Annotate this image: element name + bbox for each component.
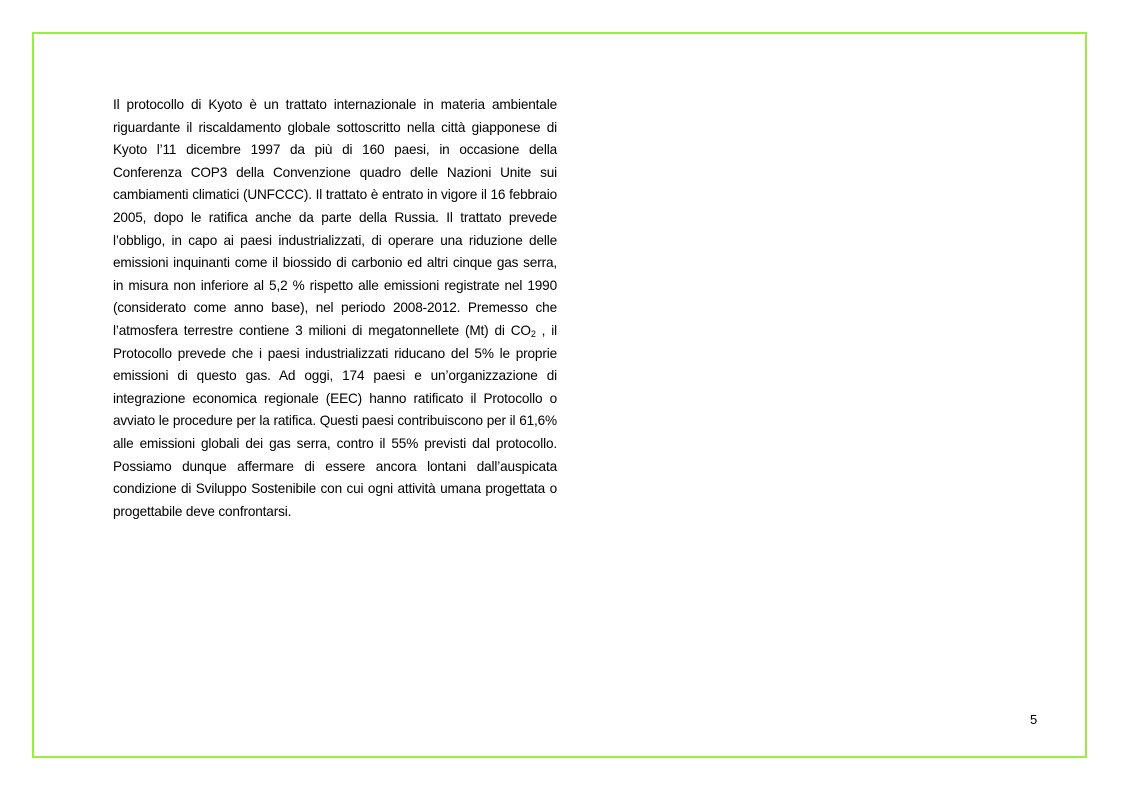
- page-number: 5: [1030, 712, 1038, 727]
- paragraph-text-part-2: , il Protocollo prevede che i paesi industrializzati riducano del 5% le proprie emissioni di questo gas. Ad oggi, 174 paesi e un’organizzazione di integrazione economica regionale (EEC) hanno ratificato il Protocollo o avviato le procedure per la ratifica. Questi paesi contribuiscono per il 61,6% alle emissioni globali dei gas serra, contro il 55% previsti dal protocollo. Possiamo dunque affermare di essere ancora lontani dall’auspicata condizione di Sviluppo Sostenibile con cui ogni attività umana progettata o progettabile deve confrontarsi.: [113, 322, 557, 519]
- co2-subscript: 2: [530, 328, 536, 339]
- paragraph-text-part-1: Il protocollo di Kyoto è un trattato internazionale in materia ambientale riguardante il riscaldamento globale sottoscritto nella città giapponese di Kyoto l’11 dicembre 1997 da più di 160 paesi, in occasione della Conferenza COP3 della Convenzione quadro delle Nazioni Unite sui cambiamenti climatici (UNFCCC). Il trattato è entrato in vigore il 16 febbraio 2005, dopo le ratifica anche da parte della Russia. Il trattato prevede l’obbligo, in capo ai paesi industrializzati, di operare una riduzione delle emissioni inquinanti come il biossido di carbonio ed altri cinque gas serra, in misura non inferiore al 5,2 % rispetto alle emissioni registrate nel 1990 (considerato come anno base), nel periodo 2008-2012. Premesso che l’atmosfera terrestre contiene 3 milioni di megatonnellete (Mt) di CO: [113, 97, 557, 338]
- kyoto-protocol-paragraph: [113, 94, 557, 523]
